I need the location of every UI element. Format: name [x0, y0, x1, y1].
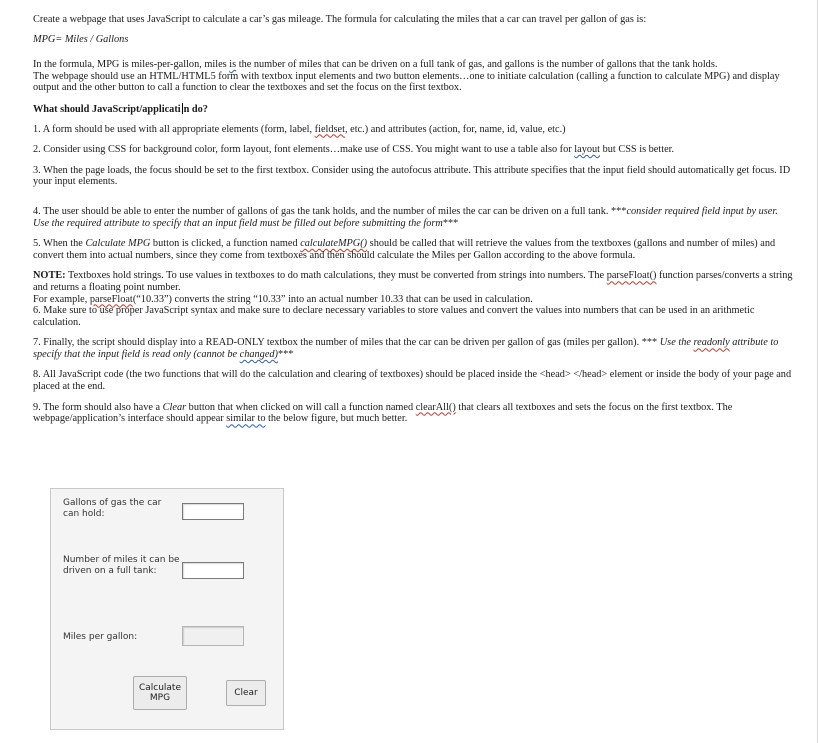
text-span: 9. The form should also have a	[33, 401, 163, 413]
text-span: For example,	[33, 293, 90, 305]
text-span: 4. The user should be able to enter the number of gallons of gas the tank holds, and the number of miles the car can be driven on a full tank. ***	[33, 205, 627, 217]
calculate-mpg-button[interactable]: Calculate MPG	[133, 676, 187, 710]
note-paragraph	[33, 270, 793, 293]
assignment-text	[33, 14, 793, 425]
text-span: should be called that will retrieve the values from the textboxes (gallons and number of miles) and convert them into actual numbers, since they come from textboxes and then should calculate the Miles per Gallon according to the above formula.	[33, 238, 776, 261]
function-name: parseFloat	[89, 293, 133, 305]
text-span: Textboxes hold strings. To use values in textboxes to do math calculations, they must be converted from strings into numbers. The	[65, 270, 607, 282]
text-span: ***	[442, 217, 459, 229]
text-span: 1. A form should be used with all appropriate elements (form, label,	[33, 123, 315, 135]
grammar-flag-word: is	[229, 59, 237, 71]
clear-button[interactable]: Clear	[226, 680, 266, 706]
italic-span: Calculate MPG	[85, 238, 151, 250]
note-label: NOTE:	[33, 270, 66, 282]
text-span: button is clicked, a function named	[150, 238, 301, 250]
text-cursor	[182, 103, 183, 114]
text-span: What should JavaScript/applicati	[33, 103, 181, 115]
text-span: the below figure, but much better.	[265, 413, 408, 425]
text-span: 2. Consider using CSS for background color, form layout, font elements…make use of CSS. You might want to use a table also for	[33, 144, 575, 156]
italic-span: consider required field input by user. Use the required attribute to specify that an input field must be filled out before submitting the form	[33, 205, 778, 229]
text-span: the number of miles that can be driven on a full tank of gas, and gallons is the number of gallons that the tank holds.	[236, 59, 718, 71]
gallons-label: Gallons of gas the car can hold:	[63, 498, 162, 519]
grammar-flag-word: layout	[574, 144, 601, 156]
mpg-output	[182, 626, 244, 646]
example-line	[33, 294, 793, 306]
item-8: 8. All JavaScript code (the two functions that will do the calculation and clearing of textboxes) should be placed inside the <head> </head> element or inside the body of your page and placed at the end.	[33, 369, 792, 393]
function-name: calculateMPG()	[300, 238, 368, 250]
item-1	[33, 124, 793, 136]
spelling-flag-word: readonly	[693, 337, 730, 349]
text-span: , etc.) and attributes (action, for, name, id, value, etc.)	[344, 123, 566, 135]
gallons-input[interactable]	[182, 503, 244, 520]
text-span: n do?	[183, 103, 208, 115]
italic-span: attribute to specify that the input field is read only (cannot be	[33, 337, 779, 360]
example-app-figure	[50, 488, 284, 730]
formula-explanation	[33, 59, 793, 71]
item-7	[33, 337, 793, 360]
section-heading	[33, 103, 793, 116]
function-name: clearAll()	[415, 401, 456, 413]
miles-input[interactable]	[182, 562, 244, 579]
text-span: that clears all textboxes and sets the focus on the first textbox. The webpage/application’s interface should appear	[33, 401, 733, 425]
grammar-flag-word: similar to	[226, 413, 266, 425]
text-span: (“10.33”) converts the string “10.33” into an actual number 10.33 that can be used in calculation.	[132, 293, 533, 305]
text-span: In the formula, MPG is miles-per-gallon, miles	[33, 59, 230, 71]
text-span: 5. When the	[33, 238, 86, 250]
mpg-label: Miles per gallon:	[63, 632, 138, 642]
text-span: but CSS is better.	[600, 144, 675, 156]
form-requirements: The webpage should use an HTML/HTML5 form with textbox input elements and two button elements…one to initiate calculation (calling a function to calculate MPG) and display output and the other button to call a function to clear the textboxes and set the focus on the first textbox.	[33, 70, 780, 94]
item-4	[33, 206, 793, 229]
grammar-flag-word: changed)	[239, 348, 278, 360]
formula-line: MPG= Miles / Gallons	[33, 33, 129, 45]
item-2	[33, 144, 793, 156]
spelling-flag-word: fieldset	[314, 123, 345, 135]
item-5	[33, 238, 793, 261]
item-3: 3. When the page loads, the focus should be set to the first textbox. Consider using the autofocus attribute. This attribute specifies that the input field should automatically get focus. ID your input elements.	[33, 164, 791, 188]
item-6: 6. Make sure to use proper JavaScript syntax and make sure to declare necessary variables to store values and convert the values into numbers that can be used in an arithmetic calculation.	[33, 305, 755, 328]
text-span: 7. Finally, the script should display into a READ-ONLY textbox the number of miles that the car can be driven per gallon of gas (miles per gallon). ***	[33, 337, 660, 349]
text-span: function parses/converts a string and returns a floating point number.	[33, 270, 793, 293]
italic-span: Clear	[162, 401, 187, 413]
text-span: button that when clicked on will call a function named	[186, 401, 416, 413]
function-name: parseFloat()	[606, 270, 657, 282]
item-9	[33, 402, 793, 425]
text-span: ***	[277, 348, 294, 360]
italic-span: Use the	[659, 337, 694, 349]
intro-paragraph: Create a webpage that uses JavaScript to calculate a car’s gas mileage. The formula for calculating the miles that a car can travel per gallon of gas is:	[33, 14, 647, 25]
miles-label: Number of miles it can be driven on a full tank:	[63, 555, 180, 576]
